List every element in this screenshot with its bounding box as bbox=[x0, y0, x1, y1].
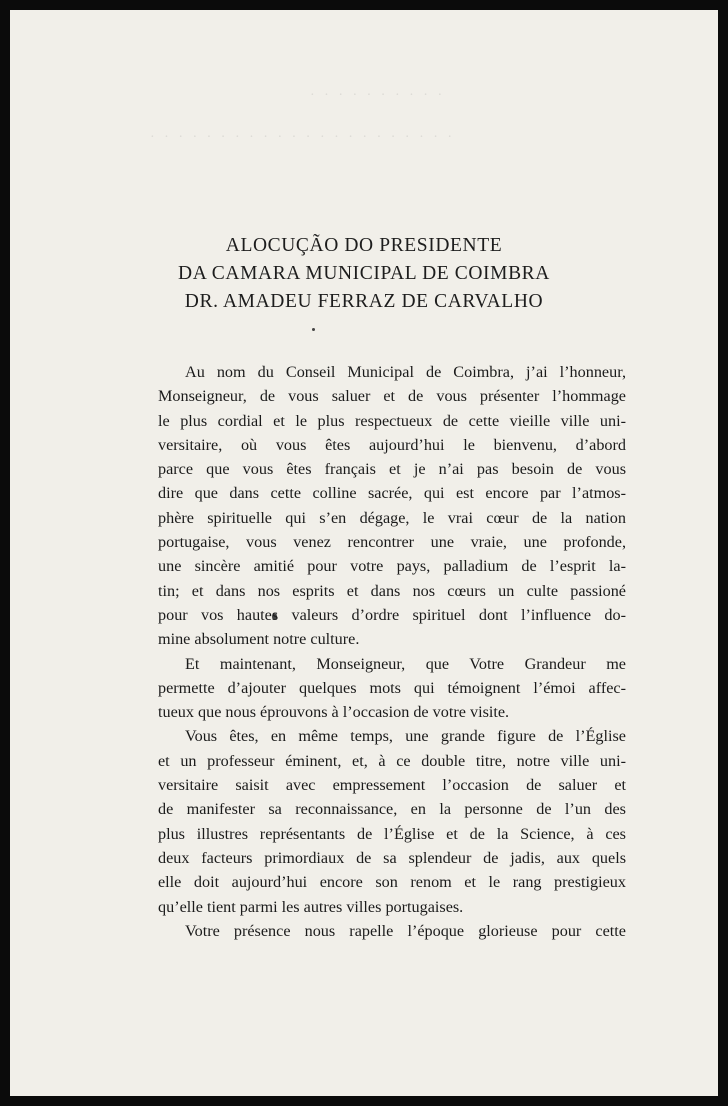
ink-speck bbox=[312, 328, 315, 331]
text-line: de manifester sa reconnaissance, en la personne de l’un des bbox=[158, 800, 626, 819]
text-line: tin; et dans nos esprits et dans nos cœurs un culte passioné bbox=[158, 581, 626, 600]
text-line: mine absolument notre culture. bbox=[158, 630, 360, 649]
text-line: versitaire saisit avec empressement l’occasion de saluer et bbox=[158, 776, 626, 795]
text-line: qu’elle tient parmi les autres villes portugaises. bbox=[158, 897, 464, 916]
text-line: portugaise, vous venez rencontrer une vraie, une profonde, bbox=[158, 533, 626, 552]
text-line: parce que vous êtes français et je n’ai pas besoin de vous bbox=[158, 460, 626, 479]
text-line: et un professeur éminent, et, à ce double titre, notre ville uni- bbox=[158, 751, 626, 770]
body-text bbox=[158, 360, 626, 943]
show-through-marks: · · · · · · · · · · · · · · · · · · · · · · bbox=[150, 130, 456, 145]
text-line: deux facteurs primordiaux de sa splendeur de jadis, aux quels bbox=[158, 848, 626, 867]
text-line: une sincère amitié pour votre pays, palladium de l’esprit la- bbox=[158, 557, 626, 576]
text-line: Vous êtes, en même temps, une grande figure de l’Église bbox=[185, 727, 626, 746]
text-line: Au nom du Conseil Municipal de Coimbra, j’ai l’honneur, bbox=[185, 363, 626, 381]
text-line: plus illustres représentants de l’Église et de la Science, à ces bbox=[158, 824, 626, 843]
text-line: Et maintenant, Monseigneur, que Votre Grandeur me bbox=[185, 654, 626, 673]
text-line: phère spirituelle qui s’en dégage, le vrai cœur de la nation bbox=[158, 508, 626, 527]
page-title bbox=[0, 232, 728, 316]
text-line: versitaire, où vous êtes aujourd’hui le bienvenu, d’abord bbox=[158, 435, 626, 454]
text-line: permette d’ajouter quelques mots qui témoignent l’émoi affec- bbox=[158, 678, 626, 697]
title-line-2: DA CAMARA MUNICIPAL DE COIMBRA bbox=[178, 263, 550, 284]
text-line: pour vos hautes valeurs d’ordre spirituel dont l’influence do- bbox=[158, 605, 626, 624]
text-line: elle doit aujourd’hui encore son renom et le rang prestigieux bbox=[158, 873, 626, 892]
title-line-1: ALOCUÇÃO DO PRESIDENTE bbox=[225, 235, 503, 256]
title-line-3: DR. AMADEU FERRAZ DE CARVALHO bbox=[184, 291, 544, 312]
text-line: tueux que nous éprouvons à l’occasion de votre visite. bbox=[158, 703, 510, 722]
text-line: Votre présence nous rapelle l’époque glorieuse pour cette bbox=[185, 921, 626, 940]
show-through-marks: · · · · · · · · · · bbox=[310, 88, 446, 103]
text-line: le plus cordial et le plus respectueux de cette vieille ville uni- bbox=[158, 411, 626, 430]
text-line: Monseigneur, de vous saluer et de vous présenter l’hommage bbox=[158, 387, 626, 406]
text-line: dire que dans cette colline sacrée, qui est encore par l’atmos- bbox=[158, 484, 626, 503]
